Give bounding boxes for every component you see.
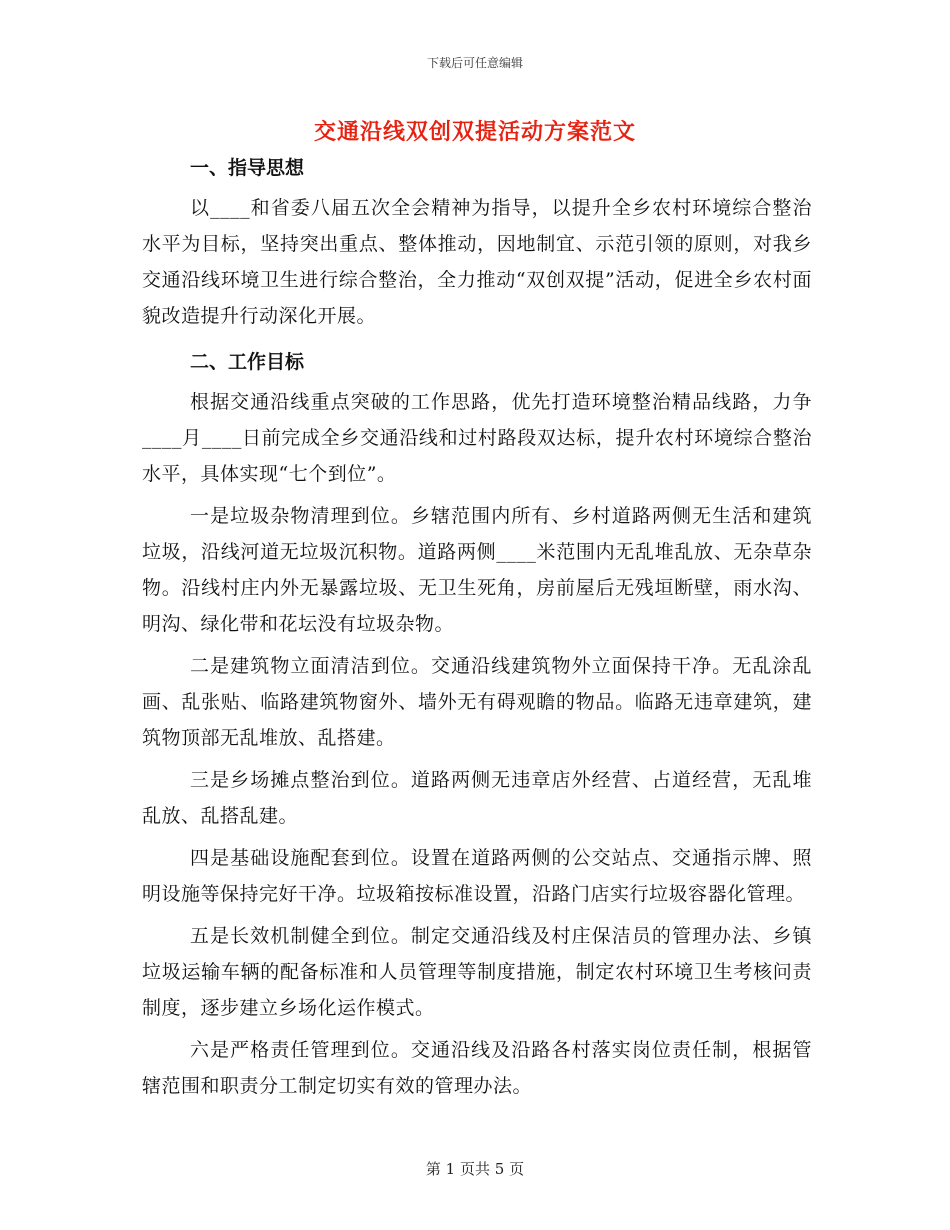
paragraph: 四是基础设施配套到位。设置在道路两侧的公交站点、交通指示牌、照明设施等保持完好干净。垃圾箱按标准设置，沿路门店实行垃圾容器化管理。	[142, 847, 812, 905]
section-heading: 一、指导思想	[190, 157, 305, 179]
paragraph: 一是垃圾杂物清理到位。乡辖范围内所有、乡村道路两侧无生活和建筑垃圾，沿线河道无垃圾沉积物。道路两侧____米范围内无乱堆乱放、无杂草杂物。沿线村庄内外无暴露垃圾、无卫生死角，房前屋后无残垣断壁，雨水沟、明沟、绿化带和花坛没有垃圾杂物。	[142, 505, 812, 635]
section-heading: 二、工作目标	[190, 351, 305, 373]
document-title: 交通沿线双创双提活动方案范文	[313, 119, 636, 145]
page-number: 第 1 页共 5 页	[425, 1160, 525, 1178]
section-work-goals	[142, 340, 812, 1104]
paragraph: 二是建筑物立面清洁到位。交通沿线建筑物外立面保持干净。无乱涂乱画、乱张贴、临路建筑物窗外、墙外无有碍观瞻的物品。临路无违章建筑，建筑物顶部无乱堆放、乱搭建。	[142, 655, 812, 749]
paragraph: 六是严格责任管理到位。交通沿线及沿路各村落实岗位责任制，根据管辖范围和职责分工制定切实有效的管理办法。	[142, 1039, 812, 1097]
section-guiding-ideology	[142, 146, 812, 334]
paragraph: 以____和省委八届五次全会精神为指导，以提升全乡农村环境综合整治水平为目标，坚持突出重点、整体推动，因地制宜、示范引领的原则，对我乡交通沿线环境卫生进行综合整治，全力推动“双创双提”活动，促进全乡农村面貌改造提升行动深化开展。	[142, 197, 812, 327]
document-body	[142, 146, 812, 1110]
paragraph: 根据交通沿线重点突破的工作思路，优先打造环境整治精品线路，力争____月____日前完成全乡交通沿线和过村路段双达标，提升农村环境综合整治水平，具体实现“七个到位”。	[142, 391, 812, 485]
header-note: 下载后可任意编辑	[426, 56, 523, 70]
paragraph: 五是长效机制健全到位。制定交通沿线及村庄保洁员的管理办法、乡镇垃圾运输车辆的配备标准和人员管理等制度措施，制定农村环境卫生考核问责制度，逐步建立乡场化运作模式。	[142, 925, 812, 1019]
paragraph: 三是乡场摊点整治到位。道路两侧无违章店外经营、占道经营，无乱堆乱放、乱搭乱建。	[142, 769, 812, 827]
